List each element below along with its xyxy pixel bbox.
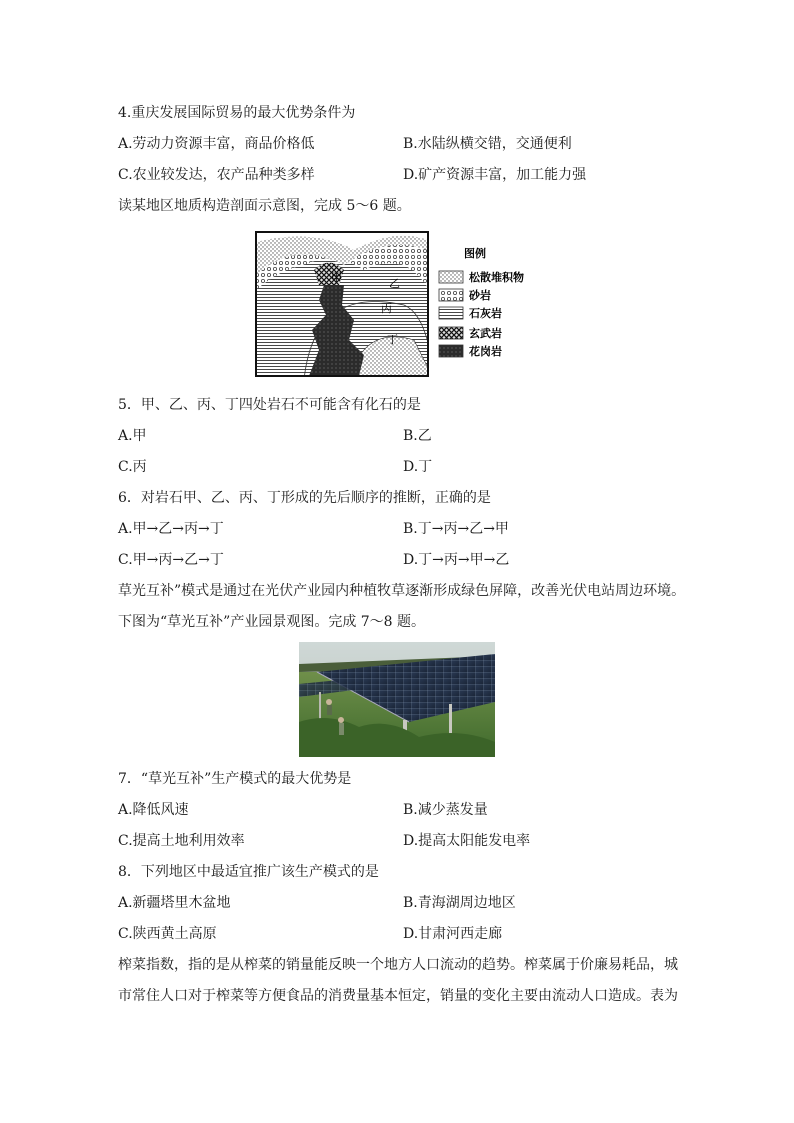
q8-stem: 8．下列地区中最适宜推广该生产模式的是 (118, 864, 379, 880)
geologic-section-diagram (254, 230, 544, 378)
q6-option-b: B.丁→丙→乙→甲 (403, 521, 509, 537)
tail-paragraph-line2: 市常住人口对于榨菜等方便食品的消费量基本恒定，销量的变化主要由流动人口造成。表为 (118, 988, 678, 1004)
intro-7-8-line2: 下图为“草光互补”产业园景观图。完成 7～8 题。 (118, 614, 426, 630)
q5-option-d: D.丁 (403, 459, 433, 475)
tail-paragraph-line1: 榨菜指数，指的是从榨菜的销量能反映一个地方人口流动的趋势。榨菜属于价廉易耗品，城 (118, 957, 678, 973)
q4-option-d: D.矿产资源丰富，加工能力强 (403, 167, 587, 183)
q5-option-a: A.甲 (118, 428, 147, 444)
q8-option-b: B.青海湖周边地区 (403, 895, 516, 911)
marker-yi: 乙 (389, 277, 400, 290)
q5-stem: 5．甲、乙、丙、丁四处岩石不可能含有化石的是 (118, 397, 421, 413)
q4-option-b: B.水陆纵横交错，交通便利 (403, 136, 572, 152)
legend-item-loose-sediment (439, 270, 524, 284)
q5-option-b: B.乙 (403, 428, 432, 444)
q4-stem: 4.重庆发展国际贸易的最大优势条件为 (118, 105, 356, 121)
q6-option-c: C.甲→丙→乙→丁 (118, 552, 224, 568)
legend-item-limestone (439, 306, 502, 320)
legend-label: 玄武岩 (469, 327, 502, 340)
q7-option-c: C.提高土地利用效率 (118, 833, 245, 849)
q7-option-b: B.减少蒸发量 (403, 802, 488, 818)
q8-option-a: A.新疆塔里木盆地 (118, 895, 231, 911)
marker-ding: 丁 (387, 333, 398, 346)
q7-option-a: A.降低风速 (118, 802, 189, 818)
q6-option-d: D.丁→丙→甲→乙 (403, 552, 510, 568)
solar-grass-photo (299, 642, 495, 757)
legend-item-basalt (439, 326, 502, 340)
solar-panel-field-image (299, 642, 495, 757)
legend-label: 松散堆积物 (469, 271, 524, 284)
legend-label: 石灰岩 (469, 307, 502, 320)
legend-item-sandstone (439, 288, 491, 302)
geologic-section-figure (254, 230, 544, 378)
q7-stem: 7．“草光互补”生产模式的最大优势是 (118, 771, 352, 787)
q8-option-c: C.陕西黄土高原 (118, 926, 217, 942)
q7-option-d: D.提高太阳能发电率 (403, 833, 531, 849)
intro-7-8-line1: 草光互补”模式是通过在光伏产业园内种植牧草逐渐形成绿色屏障，改善光伏电站周边环境。 (118, 583, 686, 599)
q6-stem: 6．对岩石甲、乙、丙、丁形成的先后顺序的推断，正确的是 (118, 490, 491, 506)
legend-item-granite (439, 344, 502, 358)
intro-5-6: 读某地区地质构造剖面示意图，完成 5～6 题。 (118, 198, 411, 214)
q4-option-c: C.农业较发达，农产品种类多样 (118, 167, 315, 183)
q8-option-d: D.甘肃河西走廊 (403, 926, 503, 942)
q4-option-a: A.劳动力资源丰富，商品价格低 (118, 136, 315, 152)
legend-label: 花岗岩 (469, 345, 502, 358)
marker-bing: 丙 (381, 302, 392, 315)
q6-option-a: A.甲→乙→丙→丁 (118, 521, 224, 537)
legend-label: 砂岩 (469, 289, 491, 302)
legend-title: 图例 (464, 247, 486, 260)
marker-jia: 甲 (331, 271, 342, 284)
q5-option-c: C.丙 (118, 459, 147, 475)
